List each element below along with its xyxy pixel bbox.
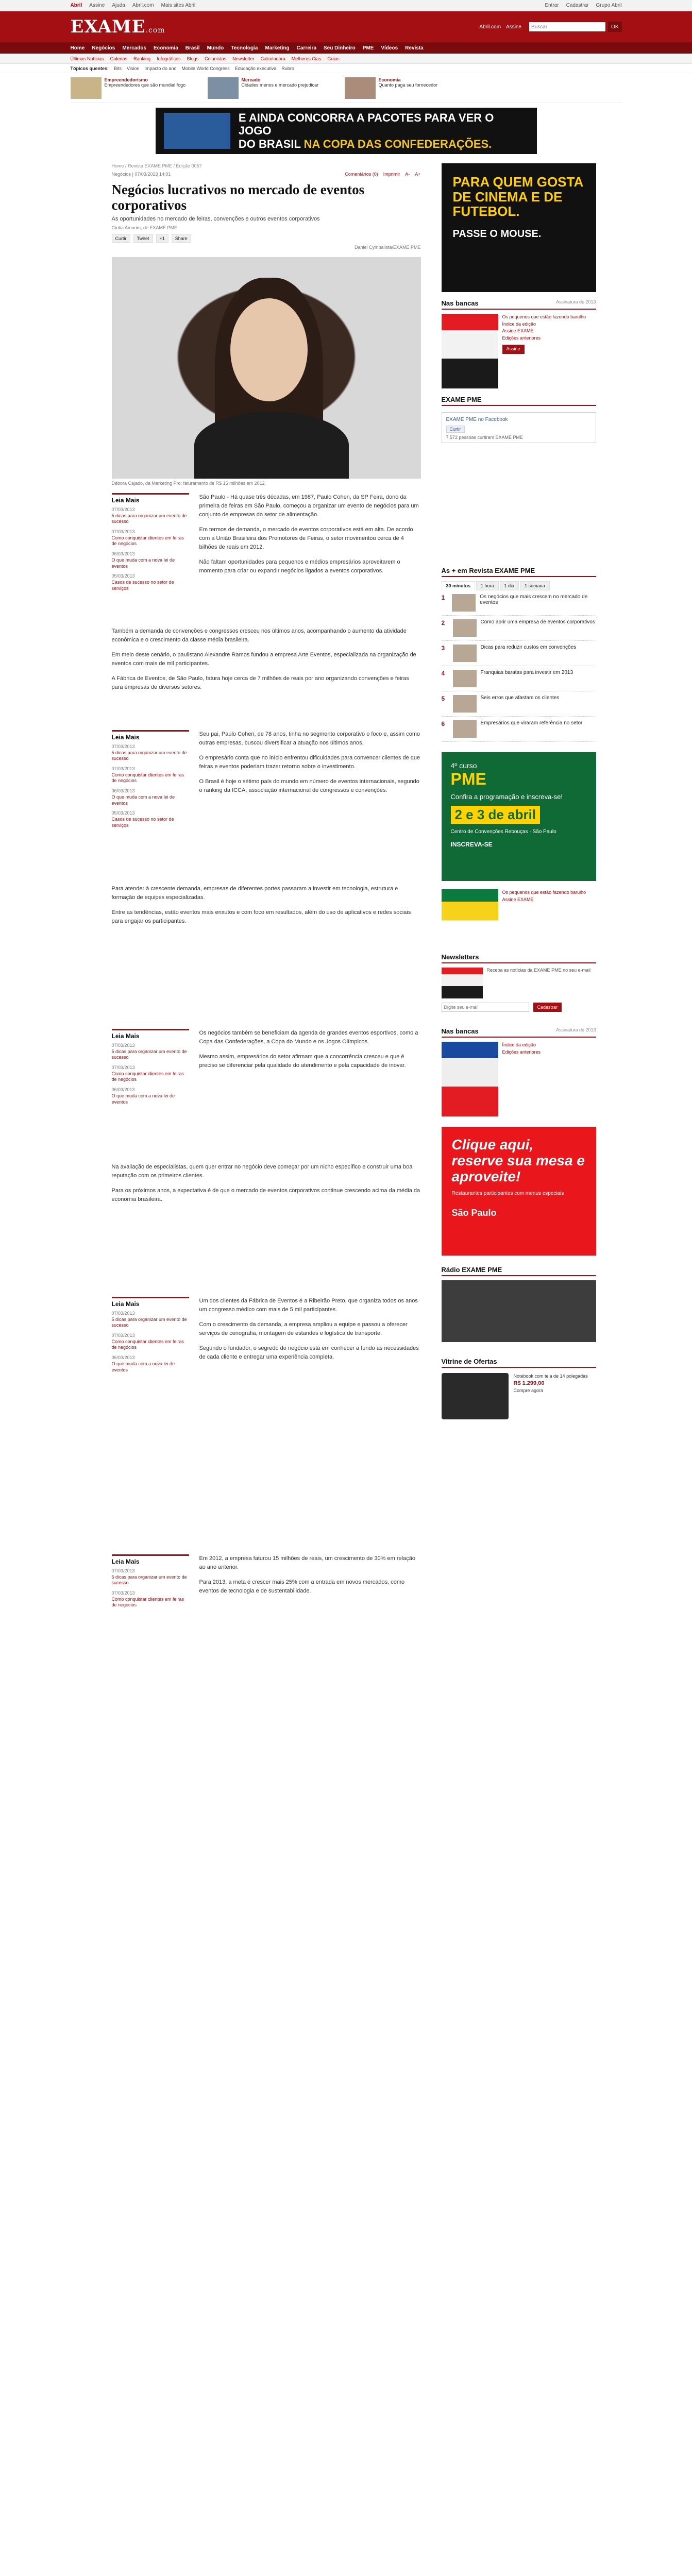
- leia-mais-heading: Leia Mais: [112, 1029, 189, 1040]
- leia-mais-item[interactable]: 06/03/2013 O que muda com a nova lei de eventos: [111, 1355, 175, 1372]
- main-nav: [0, 42, 692, 54]
- thumbnail: [453, 670, 477, 687]
- subnav-blogs[interactable]: Blogs: [187, 56, 199, 61]
- facebook-count: 7.572 pessoas curtiram EXAME PME: [446, 435, 524, 440]
- offers-box: [442, 1358, 596, 1419]
- util-link-grupo-abril[interactable]: Grupo Abril: [596, 3, 622, 8]
- radio-box: [442, 1266, 596, 1342]
- article-paragraph: Em termos de demanda, o mercado de eventos corporativos está em alta. De acordo com a União Brasileira dos Promotores de Feiras, o setor movimentou cerca de 4 bilhões de reais em 2012.: [199, 527, 413, 551]
- ad-headline: PARA QUEM GOSTA DE CINEMA E DE FUTEBOL.: [452, 174, 583, 219]
- article-paragraph: A Fábrica de Eventos, de São Paulo, fatura hoje cerca de 7 milhões de reais por ano organizando convenções e feiras para empresas de diversos setores.: [111, 675, 409, 691]
- header-link-abril[interactable]: Abril.com: [479, 24, 501, 30]
- article-paragraph: Em meio deste cenário, o paulistano Alexandre Ramos fundou a empresa Arte Eventos, especializada na organização de eventos com mais de mil participantes.: [111, 652, 416, 667]
- ad-cta: PASSE O MOUSE.: [452, 228, 542, 240]
- topic-link[interactable]: Bits: [114, 65, 122, 71]
- list-item[interactable]: 6 Empresários que viraram referência no setor: [442, 717, 596, 742]
- tab-1-hora[interactable]: 1 hora: [476, 581, 499, 590]
- article-body-2: [199, 730, 421, 801]
- leia-mais-box: [112, 493, 189, 596]
- comments-link[interactable]: Comentários (0): [345, 172, 378, 177]
- mag-link[interactable]: Os pequenos que estão fazendo barulho: [502, 890, 586, 895]
- leia-mais-item[interactable]: 06/03/2013 O que muda com a nova lei de eventos: [111, 788, 175, 806]
- nav-videos[interactable]: Vídeos: [381, 45, 398, 51]
- util-link-ajuda[interactable]: Ajuda: [112, 3, 125, 8]
- mag-link[interactable]: Índice da edição: [502, 321, 536, 327]
- leia-mais-heading: Leia Mais: [112, 1297, 189, 1308]
- sao-paulo-ad[interactable]: Clique aqui, reserve sua mesa e aproveite! Restaurantes participantes com menus especiais São Paulo: [442, 1127, 596, 1256]
- leia-mais-heading: Leia Mais: [112, 1554, 189, 1565]
- magazine-row: [442, 1042, 596, 1116]
- subnav-calculadora[interactable]: Calculadora: [260, 56, 285, 61]
- article-byline: Cíntia Amorim, de EXAME PME: [111, 225, 178, 231]
- photo-body: [194, 412, 349, 479]
- list-item[interactable]: 3 Dicas para reduzir custos em convenções: [442, 641, 596, 666]
- article-column: [111, 163, 421, 1608]
- article-paragraph: Os negócios também se beneficiam da agenda de grandes eventos esportivos, como a Copa das Confederações, a Copa do Mundo e os Jogos Olímpicos.: [199, 1030, 418, 1045]
- article-meta: [112, 172, 421, 177]
- article-paragraph: Mesmo assim, empresários do setor afirmam que a concorrência cresceu e que é preciso se diferenciar pela qualidade do atendimento e pela capacidade de inovar.: [199, 1054, 406, 1069]
- section-heading: Nas bancas Assinatura de 2013: [442, 299, 596, 310]
- subnav-ultimas[interactable]: Últimas Notícias: [70, 56, 104, 61]
- article-body-3: [199, 1029, 421, 1076]
- mag-link[interactable]: Assine EXAME: [502, 896, 534, 902]
- subscribe-button[interactable]: Assine: [502, 345, 525, 354]
- list-item[interactable]: 5 Seis erros que afastam os clientes: [442, 691, 596, 717]
- magazine-links: [502, 889, 596, 946]
- subnav-infograficos[interactable]: Infográficos: [157, 56, 181, 61]
- nav-mundo[interactable]: Mundo: [207, 45, 224, 51]
- magazine-links: [502, 1042, 596, 1116]
- offer-product[interactable]: [442, 1373, 596, 1419]
- tab-1-dia[interactable]: 1 dia: [500, 581, 519, 590]
- header-links: [479, 24, 521, 30]
- article-body-1b: [112, 627, 421, 698]
- facebook-page-name[interactable]: EXAME PME no Facebook: [446, 417, 508, 422]
- nav-carreira[interactable]: Carreira: [296, 45, 316, 51]
- leia-mais-item[interactable]: 07/03/2013 5 dicas para organizar um evento de sucesso: [111, 1568, 187, 1586]
- article-paragraph: Entre as tendências, estão eventos mais enxutos e com foco em resultados, além do uso de aplicativos e redes sociais para engajar os participantes.: [111, 909, 411, 925]
- magazine-row: [442, 314, 596, 388]
- site-header: [0, 11, 692, 42]
- article-paragraph: Um dos clientes da Fábrica de Eventos é a Ribeirão Preto, que organiza todos os anos um congresso médico com mais de 5 mil participantes.: [199, 1298, 418, 1313]
- photo-face: [230, 298, 308, 401]
- promo-text: Mercado Cidades menos e mercado prejudicar: [241, 77, 319, 88]
- topic-link[interactable]: Mobile World Congress: [181, 65, 230, 71]
- article-paragraph: Na avaliação de especialistas, quem quer entrar no negócio deve começar por um nicho específico e construir uma boa reputação com os primeiros clientes.: [111, 1164, 413, 1179]
- font-decrease-button[interactable]: A-: [405, 172, 410, 177]
- list-item[interactable]: 1 Os negócios que mais crescem no mercado de eventos: [442, 590, 596, 616]
- leia-mais-item[interactable]: 07/03/2013 5 dicas para organizar um evento de sucesso: [111, 507, 187, 524]
- print-button[interactable]: Imprimir: [383, 172, 400, 177]
- google-plus-button[interactable]: +1: [156, 234, 168, 243]
- newsletter-submit-button[interactable]: Cadastrar: [533, 1003, 562, 1012]
- pme-facebook-box: [442, 396, 596, 443]
- share-row: [112, 234, 421, 243]
- bancas-box-2: [442, 889, 596, 946]
- leia-mais-item[interactable]: 07/03/2013 Como conquistar clientes em feiras de negócios: [111, 766, 184, 784]
- nav-mercados[interactable]: Mercados: [122, 45, 146, 51]
- nav-marketing[interactable]: Marketing: [265, 45, 290, 51]
- right-column: [442, 163, 606, 1419]
- article-body-4: [199, 1297, 421, 1368]
- leia-mais-box: [112, 1554, 189, 1613]
- list-item[interactable]: 2 Como abrir uma empresa de eventos corporativos: [442, 616, 596, 641]
- hot-topics-label: Tópicos quentes:: [70, 65, 109, 71]
- nav-seu-dinheiro[interactable]: Seu Dinheiro: [324, 45, 356, 51]
- facebook-widget: [442, 412, 596, 443]
- newsletter-box: [442, 953, 596, 1012]
- nav-revista[interactable]: Revista: [405, 45, 424, 51]
- article-paragraph: Seu pai, Paulo Cohen, de 78 anos, tinha no segmento corporativo o foco e, assim como outras empresas, buscou diversificar a atuação nos últimos anos.: [199, 731, 420, 747]
- magazine-links: [502, 314, 596, 388]
- promo-thumbnail: [345, 77, 376, 99]
- article-paragraph: Não faltam oportunidades para pequenos e médios empresários aproveitarem o momento para criar ou expandir negócios ligados a eventos corporativos.: [199, 559, 400, 574]
- share-button[interactable]: Share: [172, 234, 191, 243]
- section-heading: EXAME PME: [442, 396, 596, 406]
- article-photo: [112, 257, 421, 479]
- mag-link[interactable]: Os pequenos que estão fazendo barulho: [502, 314, 586, 319]
- search-button[interactable]: OK: [608, 22, 621, 32]
- article-date: Negócios | 07/03/2013 14:01: [111, 172, 171, 177]
- search-input[interactable]: [529, 22, 606, 32]
- list-item[interactable]: 4 Franquias baratas para investir em 2013: [442, 666, 596, 691]
- utility-bar: [0, 0, 692, 11]
- page-body: [71, 163, 622, 2576]
- nav-pme[interactable]: PME: [362, 45, 374, 51]
- promo-item[interactable]: [71, 77, 199, 99]
- product-image: [442, 1373, 509, 1419]
- article-paragraph: Para atender à crescente demanda, empresas de diferentes portes passaram a investir em tecnologia, estrutura e formação de equipes especializadas.: [111, 886, 398, 901]
- photo-caption: Débora Cajado, da Marketing Pro: faturamento de R$ 15 milhões em 2012: [111, 481, 265, 486]
- tab-30-minutos[interactable]: 30 minutos: [442, 581, 476, 590]
- abril-logo[interactable]: Abril: [70, 3, 82, 8]
- leia-mais-item[interactable]: 07/03/2013 Como conquistar clientes em feiras de negócios: [111, 1590, 184, 1608]
- most-read-box: [442, 567, 596, 742]
- util-link-mais-sites[interactable]: Mais sites Abril: [161, 3, 196, 8]
- cinema-ad[interactable]: [442, 163, 596, 292]
- article-paragraph: Segundo o fundador, o segredo do negócio está em conhecer a fundo as necessidades de cada cliente e entregar uma experiência completa.: [199, 1345, 419, 1361]
- topic-link[interactable]: Educação executiva: [234, 65, 277, 71]
- section-heading: Nas bancas Assinatura de 2013: [442, 1027, 596, 1038]
- subnav-colunistas[interactable]: Colunistas: [205, 56, 227, 61]
- nav-tecnologia[interactable]: Tecnologia: [231, 45, 258, 51]
- photo-credit: Daniel Cymbalista/EXAME PME: [354, 245, 421, 250]
- subnav-newsletter[interactable]: Newsletter: [232, 56, 255, 61]
- article-paragraph: O empresário conta que no início enfrentou dificuldades para convencer clientes de que feiras e eventos poderiam trazer retorno sobre o investimento.: [199, 755, 420, 770]
- facebook-like-button[interactable]: Curtir: [446, 426, 465, 433]
- newsletter-text: Receba as notícias da EXAME PME no seu e-mail: [486, 968, 591, 973]
- product-cta[interactable]: Compre agora: [513, 1387, 544, 1393]
- mag-link[interactable]: Edições anteriores: [502, 1049, 541, 1055]
- article-subtitle: As oportunidades no mercado de feiras, convenções e outros eventos corporativos: [111, 216, 320, 223]
- newsletter-preview: [442, 968, 483, 998]
- leia-mais-item[interactable]: 06/03/2013 O que muda com a nova lei de eventos: [111, 551, 175, 569]
- ad-copy: E AINDA CONCORRA A PACOTES PARA VER O JOGO DO BRASIL NA COPA DAS CONFEDERAÇÕES.: [238, 111, 494, 150]
- radio-row: [442, 1280, 596, 1342]
- promo-text: Empreendedorismo Empreendedores que são mundial fogo: [104, 77, 186, 88]
- util-link-assine[interactable]: Assine: [89, 3, 105, 8]
- util-link-entrar[interactable]: Entrar: [545, 3, 559, 8]
- article-body-2b: [112, 885, 421, 932]
- article-paragraph: Para os próximos anos, a expectativa é de que o mercado de eventos corporativos continue crescendo acima da média da economia brasileira.: [111, 1188, 420, 1203]
- bancas-box-3: [442, 1027, 596, 1116]
- mag-link[interactable]: Índice da edição: [502, 1042, 536, 1047]
- leia-mais-item[interactable]: 07/03/2013 5 dicas para organizar um evento de sucesso: [111, 744, 187, 761]
- article-paragraph: Com o crescimento da demanda, a empresa ampliou a equipe e passou a oferecer serviços de cenografia, montagem de estandes e logística de transporte.: [199, 1321, 408, 1337]
- magazine-cover[interactable]: [442, 314, 498, 388]
- section-heading: Newsletters: [442, 953, 596, 963]
- thumbnail: [453, 720, 477, 738]
- leia-mais-item[interactable]: 05/03/2013 Casos de sucesso no setor de serviços: [111, 573, 174, 591]
- newsletter-form: [442, 1003, 596, 1012]
- util-link-abril[interactable]: Abril.com: [132, 3, 154, 8]
- section-heading: As + em Revista EXAME PME: [442, 567, 596, 577]
- facebook-like-button[interactable]: Curtir: [112, 234, 130, 243]
- promo-row: [0, 77, 692, 103]
- promo-item[interactable]: [345, 77, 474, 99]
- search-box: [529, 22, 621, 32]
- product-info: Notebook com tela de 14 polegadas R$ 1.299,00 Compre agora: [513, 1374, 588, 1393]
- leia-mais-item[interactable]: 07/03/2013 Como conquistar clientes em feiras de negócios: [111, 529, 184, 547]
- radio-thumbnail[interactable]: [442, 1280, 596, 1342]
- leia-mais-item[interactable]: 06/03/2013 O que muda com a nova lei de eventos: [111, 1087, 175, 1105]
- magazine-row: [442, 889, 596, 946]
- leia-mais-item[interactable]: 07/03/2013 Como conquistar clientes em feiras de negócios: [111, 1333, 184, 1350]
- topic-link[interactable]: Impacto do ano: [144, 65, 177, 71]
- topic-link[interactable]: Vision: [127, 65, 140, 71]
- font-increase-button[interactable]: A+: [415, 172, 421, 177]
- thumbnail: [452, 594, 476, 612]
- sub-nav: [0, 54, 692, 64]
- article-title: Negócios lucrativos no mercado de eventos corporativos: [111, 182, 365, 213]
- breadcrumb[interactable]: Home / Revista EXAME PME / Edição 0057: [111, 163, 202, 168]
- curso-pme-ad[interactable]: 4º curso PME Confira a programação e inscreva-se! 2 e 3 de abril Centro de Convenções Rebouças · São Paulo INSCREVA-SE: [442, 752, 596, 881]
- bancas-box: [442, 299, 596, 388]
- mag-link[interactable]: Edições anteriores: [502, 335, 541, 341]
- leia-mais-item[interactable]: 07/03/2013 5 dicas para organizar um evento de sucesso: [111, 1311, 187, 1328]
- promo-item[interactable]: [208, 77, 336, 99]
- nav-brasil[interactable]: Brasil: [185, 45, 200, 51]
- thumbnail: [453, 619, 477, 637]
- section-heading: Vitrine de Ofertas: [442, 1358, 596, 1368]
- subnav-ranking[interactable]: Ranking: [133, 56, 151, 61]
- most-read-tabs: [442, 581, 596, 590]
- exame-logo[interactable]: EXAME.com: [70, 16, 165, 37]
- promo-thumbnail: [71, 77, 102, 99]
- article-body-5: [199, 1554, 421, 1602]
- article-body-3b: [112, 1163, 421, 1210]
- newsletter-row: [442, 968, 596, 998]
- section-heading: Rádio EXAME PME: [442, 1266, 596, 1276]
- promo-text: Economia Quanto paga seu fornecedor: [378, 77, 438, 88]
- article-paragraph: O Brasil é hoje o sétimo país do mundo em número de eventos internacionais, segundo o ranking da ICCA, associação internacional de congressos e convenções.: [199, 778, 419, 794]
- topic-link[interactable]: Rubro: [281, 65, 294, 71]
- util-link-cadastrar[interactable]: Cadastrar: [566, 3, 589, 8]
- article-body-1: [199, 493, 421, 582]
- article-paragraph: São Paulo - Há quase três décadas, em 1987, Paulo Cohen, da SP Feira, dono da primeira de feiras em São Paulo, começou a organizar um evento de negócios para um conjunto de empresas do setor de alimentação.: [199, 494, 419, 518]
- mag-link[interactable]: Assine EXAME: [502, 328, 534, 333]
- article-paragraph: Em 2012, a empresa faturou 15 milhões de reais, um crescimento de 30% em relação ao ano anterior.: [199, 1555, 415, 1571]
- thumbnail: [453, 645, 477, 662]
- article-tools: [345, 172, 420, 177]
- nav-economia[interactable]: Economia: [154, 45, 178, 51]
- magazine-cover[interactable]: [442, 1042, 498, 1116]
- article-paragraph: Também a demanda de convenções e congressos cresceu nos últimos anos, acompanhando o aumento da atividade econômica e o crescimento da classe média brasileira.: [111, 628, 407, 643]
- leia-mais-box: [112, 730, 189, 833]
- top-ad-banner[interactable]: [156, 108, 537, 154]
- subnav-melhores[interactable]: Melhores Cias: [291, 56, 322, 61]
- promo-thumbnail: [208, 77, 239, 99]
- magazine-cover[interactable]: [442, 889, 498, 946]
- tweet-button[interactable]: Tweet: [133, 234, 153, 243]
- subnav-galerias[interactable]: Galerias: [110, 56, 128, 61]
- header-link-assine[interactable]: Assine: [506, 24, 522, 30]
- hot-topics: [0, 64, 692, 73]
- leia-mais-item[interactable]: 05/03/2013 Casos de sucesso no setor de serviços: [111, 810, 174, 828]
- subnav-guias[interactable]: Guias: [327, 56, 340, 61]
- ad-image: [164, 113, 230, 149]
- tab-1-semana[interactable]: 1 semana: [520, 581, 550, 590]
- newsletter-email-input[interactable]: [442, 1003, 529, 1012]
- article-paragraph: Para 2013, a meta é crescer mais 25% com a entrada em novos mercados, como eventos de tecnologia e de sustentabilidade.: [199, 1579, 405, 1595]
- leia-mais-box: [112, 1297, 189, 1377]
- leia-mais-box: [112, 1029, 189, 1109]
- leia-mais-heading: Leia Mais: [112, 493, 189, 504]
- leia-mais-item[interactable]: 07/03/2013 5 dicas para organizar um evento de sucesso: [111, 1043, 187, 1060]
- nav-home[interactable]: Home: [70, 45, 85, 51]
- nav-negocios[interactable]: Negócios: [92, 45, 115, 51]
- thumbnail: [453, 695, 477, 713]
- leia-mais-heading: Leia Mais: [112, 730, 189, 741]
- leia-mais-item[interactable]: 07/03/2013 Como conquistar clientes em feiras de negócios: [111, 1065, 184, 1082]
